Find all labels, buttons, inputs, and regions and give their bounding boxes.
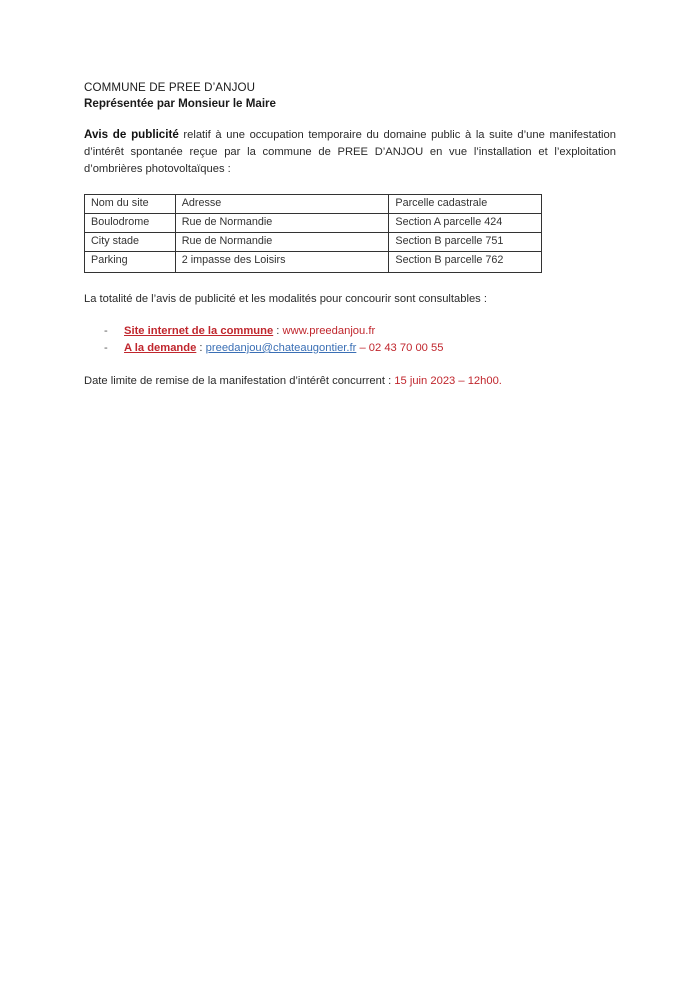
intro-text: relatif à une occupation temporaire du domaine public à la suite d’une manifestation d’intérêt spontanée reçue par la commune de PREE D’ANJOU en vue l’installation et l’exploitation d’ombrières photovoltaïques :	[84, 129, 616, 175]
table-header-row	[85, 195, 542, 214]
deadline-text: Date limite de remise de la manifestation d’intérêt concurrent :	[84, 375, 395, 387]
table-header-cell: Parcelle cadastrale	[389, 195, 542, 214]
table-row	[85, 252, 542, 273]
list-item-website	[84, 323, 616, 340]
table-cell: Parking	[85, 252, 176, 273]
table-cell: Rue de Normandie	[175, 233, 389, 252]
demand-separator: :	[196, 342, 206, 354]
consultation-list	[84, 323, 616, 357]
sites-table	[84, 194, 542, 273]
document-page	[84, 80, 616, 400]
demand-label: A la demande	[124, 342, 197, 354]
website-link[interactable]: www.preedanjou.fr	[282, 325, 376, 337]
table-cell: Boulodrome	[85, 214, 176, 233]
bullet-dash: -	[104, 342, 108, 354]
deadline-date: 15 juin 2023 – 12h00.	[394, 375, 502, 387]
table-row	[85, 214, 542, 233]
list-item-demand	[84, 340, 616, 357]
table-cell: 2 impasse des Loisirs	[175, 252, 389, 273]
table-cell: Section B parcelle 762	[389, 252, 542, 273]
table-row	[85, 233, 542, 252]
table-cell: Section B parcelle 751	[389, 233, 542, 252]
table-cell: Section A parcelle 424	[389, 214, 542, 233]
phone-number: – 02 43 70 00 55	[356, 342, 444, 354]
intro-lead: Avis de publicité	[84, 128, 179, 141]
representative-line: Représentée par Monsieur le Maire	[84, 97, 277, 110]
commune-name: COMMUNE DE PREE D’ANJOU	[84, 81, 256, 94]
table-cell: City stade	[85, 233, 176, 252]
table-header-cell: Nom du site	[85, 195, 176, 214]
email-link[interactable]: preedanjou@chateaugontier.fr	[205, 342, 357, 354]
bullet-dash: -	[104, 325, 108, 337]
table-header-cell: Adresse	[175, 195, 389, 214]
consultation-sentence: La totalité de l’avis de publicité et les modalités pour concourir sont consultables :	[84, 293, 487, 305]
website-label: Site internet de la commune	[124, 325, 274, 337]
intro-paragraph	[84, 126, 616, 178]
deadline-sentence	[84, 373, 616, 389]
table-cell: Rue de Normandie	[175, 214, 389, 233]
website-separator: :	[273, 325, 283, 337]
